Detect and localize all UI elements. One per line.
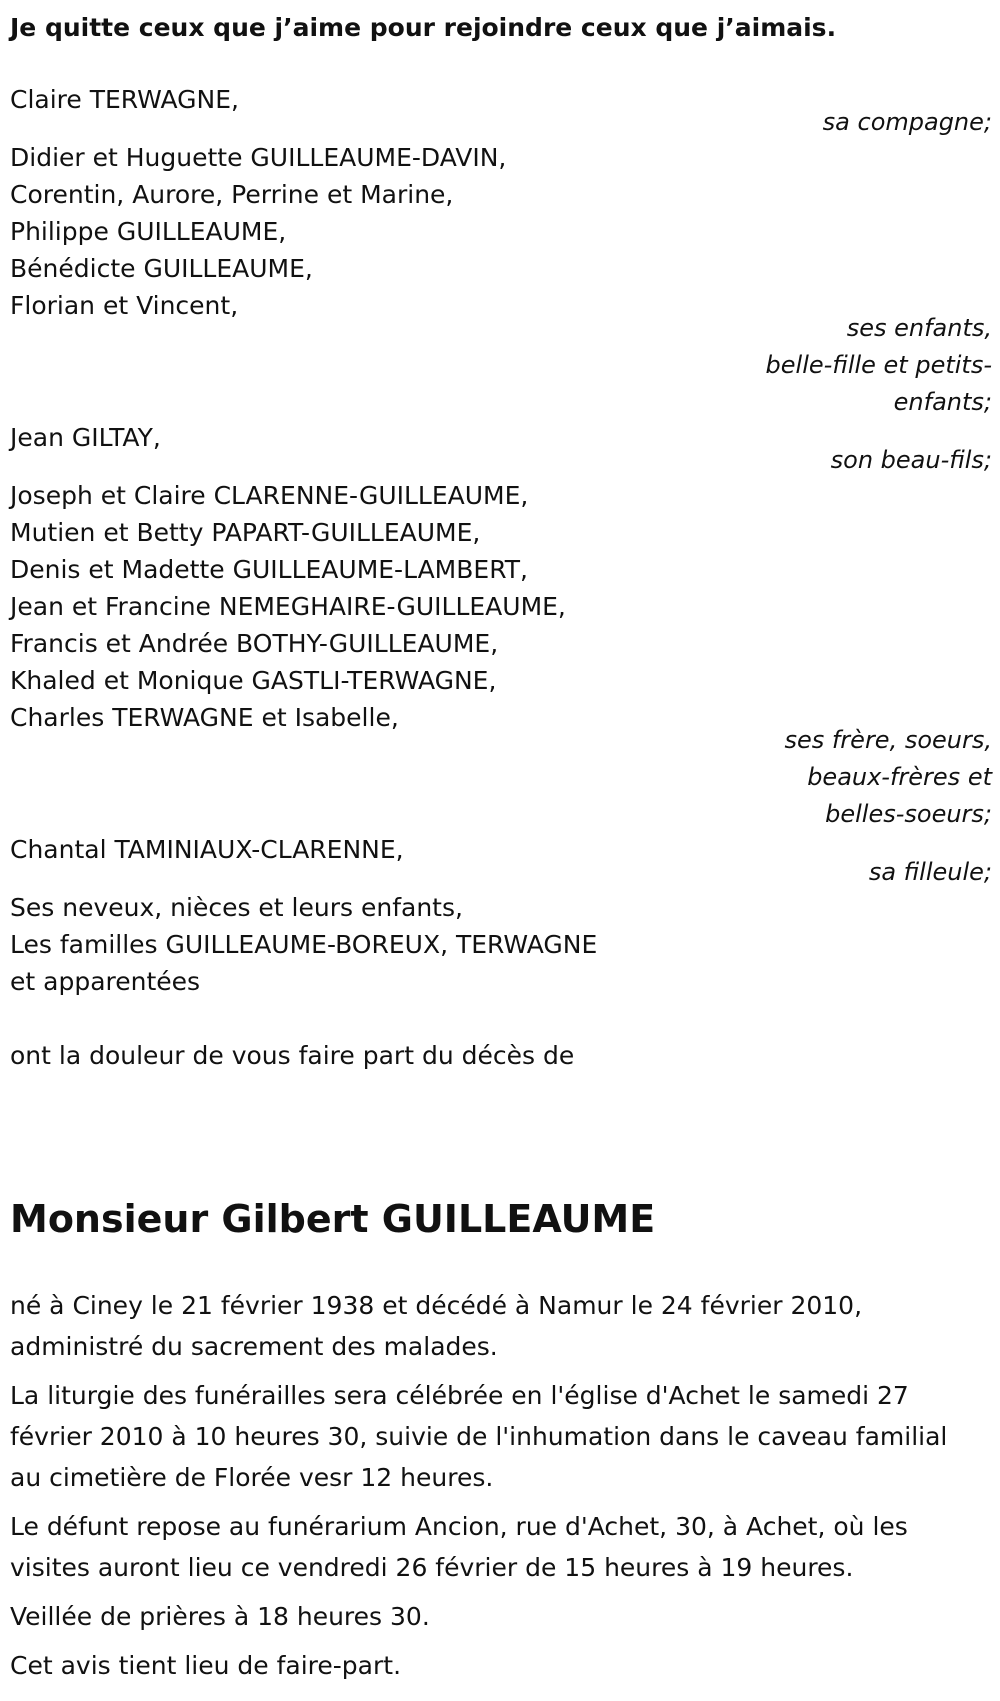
companion-name: Claire TERWAGNE, [10, 85, 239, 114]
deceased-name: Monsieur Gilbert GUILLEAUME [10, 1197, 656, 1241]
epigraph: Je quitte ceux que j’aime pour rejoindre ceux que j’aimais. [10, 13, 837, 42]
siblings-line: Denis et Madette GUILLEAUME-LAMBERT, [10, 555, 528, 584]
children-line: Corentin, Aurore, Perrine et Marine, [10, 180, 454, 209]
relatives-line: et apparentées [10, 967, 201, 996]
details-line: administré du sacrement des malades. [10, 1332, 498, 1361]
relatives-line: Les familles GUILLEAUME-BOREUX, TERWAGNE [10, 930, 598, 959]
children-line: Florian et Vincent, [10, 291, 239, 320]
children-role-line: belle-fille et petits- [765, 351, 992, 379]
goddaughter-name: Chantal TAMINIAUX-CLARENNE, [10, 835, 404, 864]
details-line: Le défunt repose au funérarium Ancion, rue d'Achet, 30, à Achet, où les [10, 1512, 908, 1541]
siblings-line: Mutien et Betty PAPART-GUILLEAUME, [10, 518, 481, 547]
details-line: au cimetière de Florée vesr 12 heures. [10, 1463, 494, 1492]
details-line: Veillée de prières à 18 heures 30. [10, 1602, 430, 1631]
details-line: visites auront lieu ce vendredi 26 février de 15 heures à 19 heures. [10, 1553, 854, 1582]
children-line: Didier et Huguette GUILLEAUME-DAVIN, [10, 143, 507, 172]
children-line: Bénédicte GUILLEAUME, [10, 254, 313, 283]
siblings-line: Charles TERWAGNE et Isabelle, [10, 703, 399, 732]
siblings-role-line: beaux-frères et [807, 763, 992, 791]
siblings-line: Khaled et Monique GASTLI-TERWAGNE, [10, 666, 497, 695]
companion-role: sa compagne; [822, 108, 992, 136]
children-line: Philippe GUILLEAUME, [10, 217, 287, 246]
son-in-law-name: Jean GILTAY, [10, 423, 161, 452]
siblings-role-line: ses frère, soeurs, [784, 726, 992, 754]
children-role-line: ses enfants, [846, 314, 992, 342]
announcement: ont la douleur de vous faire part du décès de [10, 1041, 575, 1070]
siblings-line: Joseph et Claire CLARENNE-GUILLEAUME, [10, 481, 529, 510]
son-in-law-role: son beau-fils; [830, 446, 992, 474]
details-line: Cet avis tient lieu de faire-part. [10, 1651, 402, 1680]
details-line: La liturgie des funérailles sera célébrée en l'église d'Achet le samedi 27 [10, 1381, 909, 1410]
children-role-line: enfants; [893, 388, 992, 416]
details-line: février 2010 à 10 heures 30, suivie de l'inhumation dans le caveau familial [10, 1422, 948, 1451]
goddaughter-role: sa filleule; [868, 858, 992, 886]
relatives-line: Ses neveux, nièces et leurs enfants, [10, 893, 463, 922]
details-line: né à Ciney le 21 février 1938 et décédé à Namur le 24 février 2010, [10, 1291, 863, 1320]
siblings-role-line: belles-soeurs; [825, 800, 992, 828]
siblings-line: Jean et Francine NEMEGHAIRE-GUILLEAUME, [10, 592, 566, 621]
siblings-line: Francis et Andrée BOTHY-GUILLEAUME, [10, 629, 499, 658]
